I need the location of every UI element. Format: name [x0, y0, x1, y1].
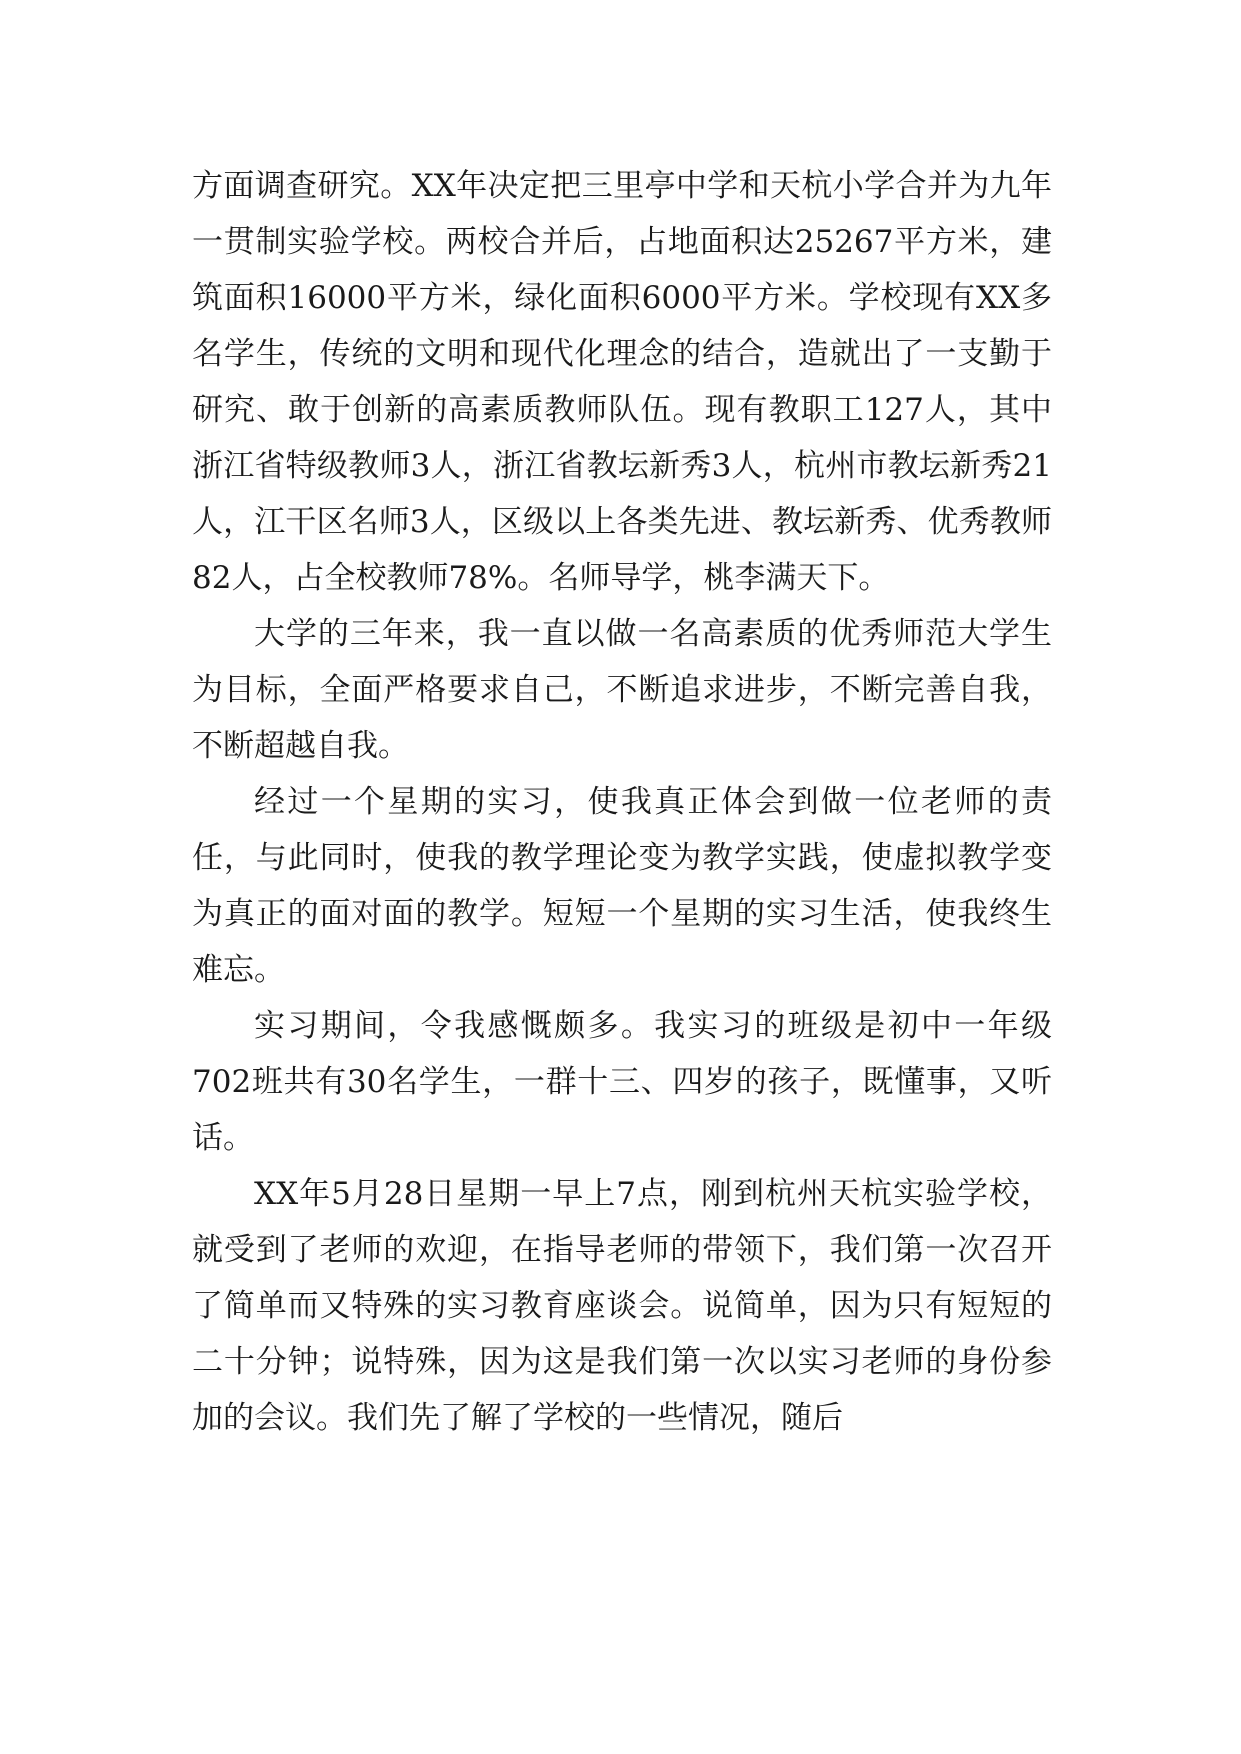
document-body — [192, 158, 1052, 1446]
paragraph-school-intro: 方面调查研究。XX年决定把三里亭中学和天杭小学合并为九年一贯制实验学校。两校合并后，占地面积达25267平方米，建筑面积16000平方米，绿化面积6000平方米。学校现有XX多名学生，传统的文明和现代化理念的结合，造就出了一支勤于研究、敢于创新的高素质教师队伍。现有教职工127人，其中浙江省特级教师3人，浙江省教坛新秀3人，杭州市教坛新秀21人，江干区名师3人，区级以上各类先进、教坛新秀、优秀教师82人，占全校教师78%。名师导学，桃李满天下。 — [192, 168, 1052, 596]
paragraph-first-day: XX年5月28日星期一早上7点，刚到杭州天杭实验学校，就受到了老师的欢迎，在指导老师的带领下，我们第一次召开了简单而又特殊的实习教育座谈会。说简单，因为只有短短的二十分钟；说特殊，因为这是我们第一次以实习老师的身份参加的会议。我们先了解了学校的一些情况，随后 — [192, 1176, 1052, 1436]
paragraph-university-goal: 大学的三年来，我一直以做一名高素质的优秀师范大学生为目标，全面严格要求自己，不断追求进步，不断完善自我，不断超越自我。 — [192, 616, 1052, 764]
paragraph-class-description: 实习期间，令我感慨颇多。我实习的班级是初中一年级702班共有30名学生，一群十三、四岁的孩子，既懂事，又听话。 — [192, 1008, 1052, 1156]
paragraph-internship-reflection: 经过一个星期的实习，使我真正体会到做一位老师的责任，与此同时，使我的教学理论变为教学实践，使虚拟教学变为真正的面对面的教学。短短一个星期的实习生活，使我终生难忘。 — [192, 784, 1052, 988]
